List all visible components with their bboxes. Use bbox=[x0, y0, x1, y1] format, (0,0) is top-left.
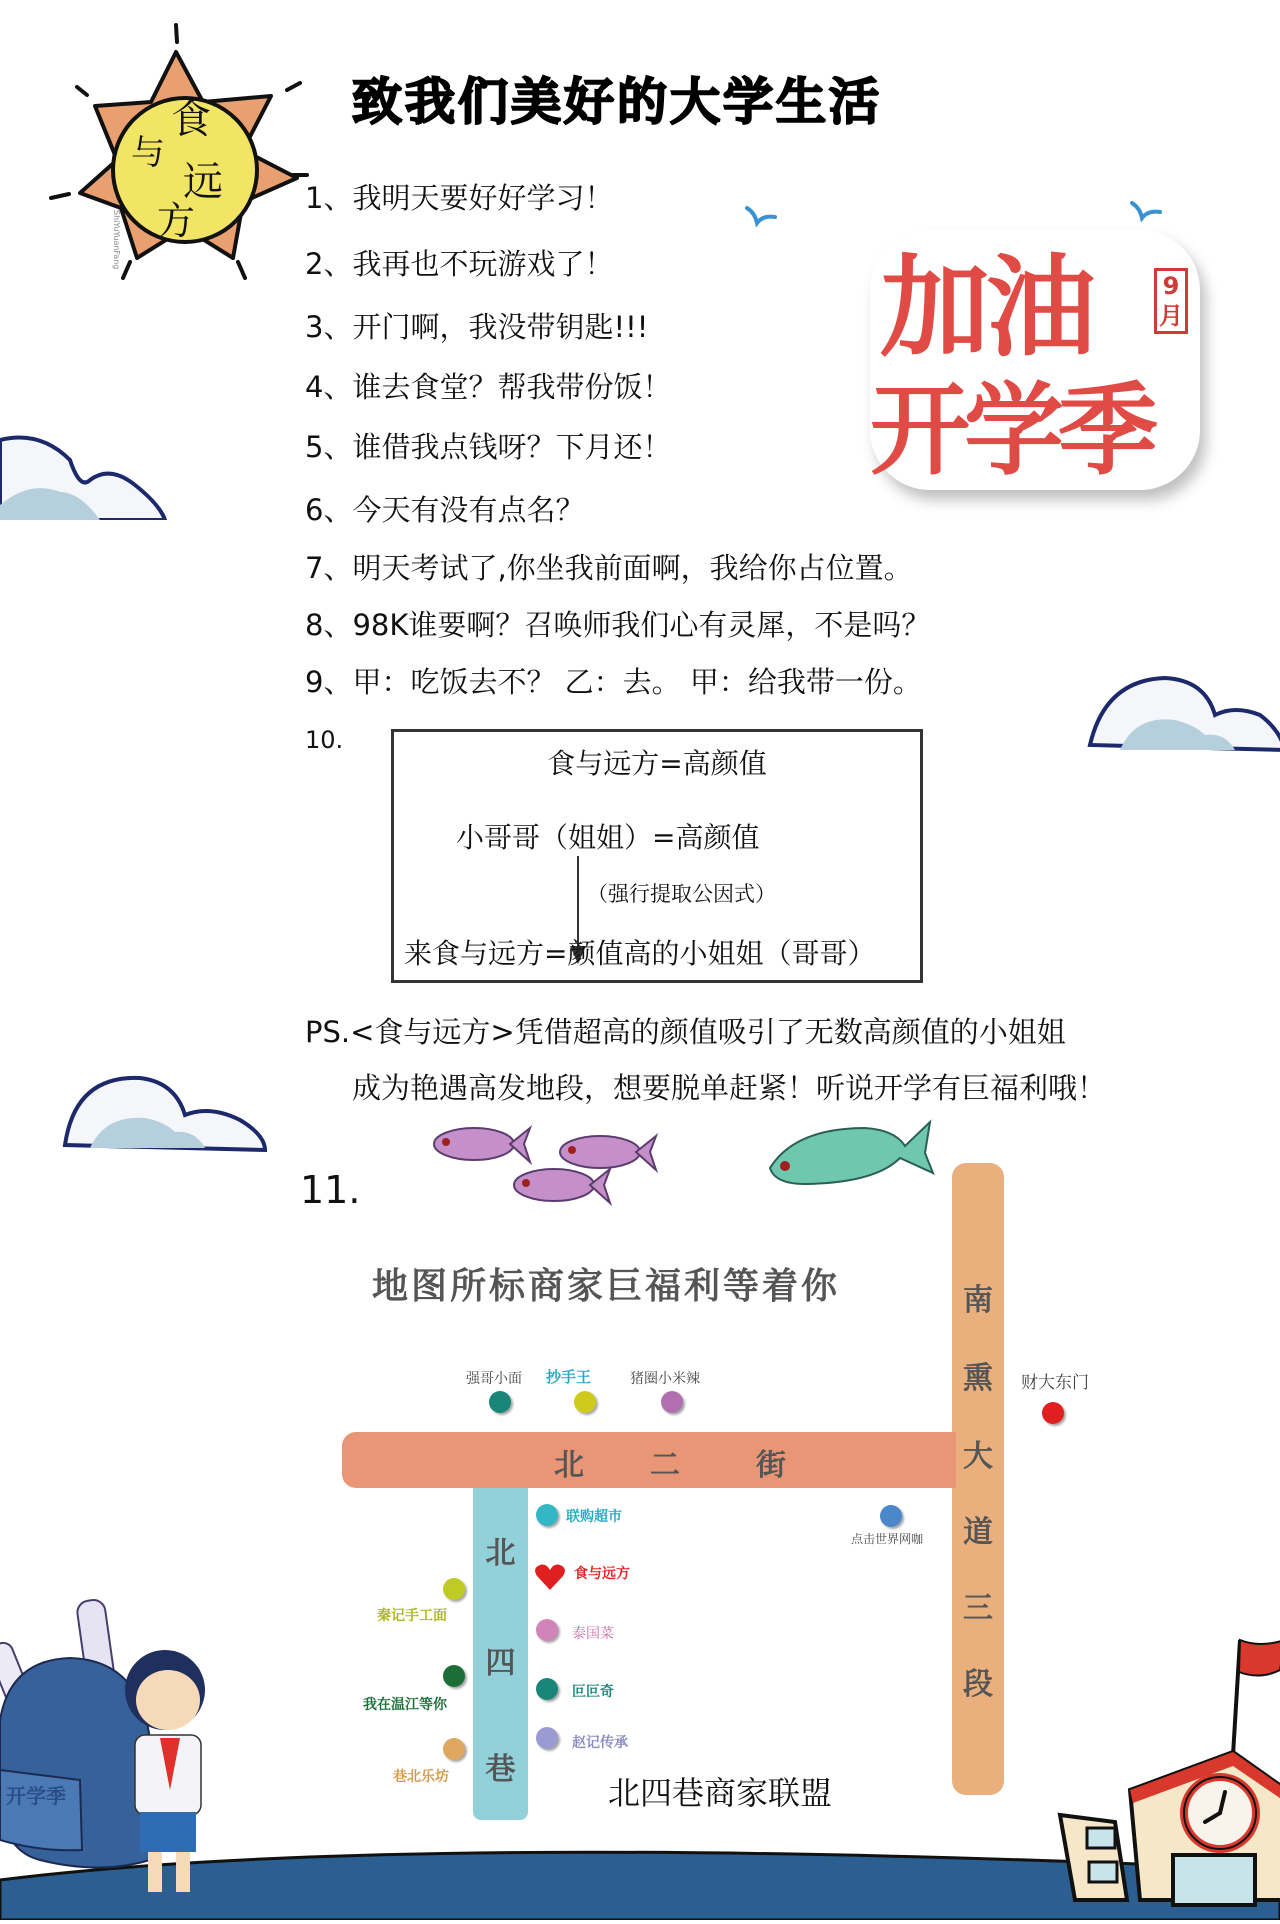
merchant-alliance-label: 北四巷商家联盟 bbox=[608, 1774, 833, 1812]
list-item: 3、开门啊，我没带钥匙!!! bbox=[305, 310, 649, 344]
school-building-illustration bbox=[1015, 1600, 1280, 1920]
formula-note: （强行提取公因式） bbox=[587, 882, 776, 906]
shop-label: 点击世界网咖 bbox=[851, 1532, 924, 1546]
shop-label: 赵记传承 bbox=[572, 1735, 628, 1751]
street-char: 道 bbox=[963, 1515, 993, 1550]
street-char: 北 bbox=[554, 1448, 584, 1483]
list-item: 1、我明天要好好学习！ bbox=[305, 181, 614, 215]
sun-logo bbox=[25, 10, 315, 280]
landmark-label: 财大东门 bbox=[1021, 1373, 1089, 1393]
ps-line-1: PS.<食与远方>凭借超高的颜值吸引了无数高颜值的小姐姐 bbox=[305, 1015, 1066, 1049]
item-11-number: 11. bbox=[300, 1168, 361, 1212]
shop-marker[interactable] bbox=[489, 1391, 511, 1413]
fish-icon bbox=[512, 1163, 612, 1212]
logo-char-yuan: 远 bbox=[183, 159, 223, 205]
backpack-text: 开学季 bbox=[6, 1784, 66, 1808]
formula-line-1: 食与远方=高颜值 bbox=[547, 747, 767, 780]
student-illustration bbox=[0, 1590, 240, 1910]
shop-label: 食与远方 bbox=[574, 1566, 630, 1582]
street-char: 三 bbox=[963, 1591, 993, 1626]
shop-marker[interactable] bbox=[536, 1678, 558, 1700]
landmark-marker[interactable] bbox=[1042, 1402, 1064, 1424]
cloud-icon bbox=[0, 420, 170, 524]
page-title: 致我们美好的大学生活 bbox=[352, 73, 882, 131]
formula-box bbox=[391, 729, 923, 983]
item-10-number: 10. bbox=[305, 726, 344, 754]
shop-marker[interactable] bbox=[536, 1727, 558, 1749]
list-item: 8、98K谁要啊？召唤师我们心有灵犀，不是吗？ bbox=[305, 608, 931, 642]
list-item: 4、谁去食堂？帮我带份饭！ bbox=[305, 370, 672, 404]
shop-label: 泰国菜 bbox=[572, 1626, 614, 1642]
badge-month: 9月 bbox=[1154, 268, 1188, 334]
heart-icon[interactable] bbox=[534, 1562, 566, 1596]
lane-char: 四 bbox=[485, 1646, 516, 1681]
list-item: 6、今天有没有点名？ bbox=[305, 493, 585, 527]
street-char: 南 bbox=[963, 1283, 993, 1318]
street-char: 二 bbox=[650, 1448, 680, 1483]
shop-label: 抄手王 bbox=[546, 1368, 592, 1386]
street-char: 大 bbox=[963, 1439, 993, 1474]
shop-label: 猪圈小米辣 bbox=[630, 1371, 700, 1387]
map-title: 地图所标商家巨福利等着你 bbox=[372, 1266, 841, 1307]
logo-char-fang: 方 bbox=[157, 199, 196, 243]
formula-line-2: 小哥哥（姐姐）=高颜值 bbox=[456, 821, 760, 854]
list-item: 7、明天考试了,你坐我前面啊，我给你占位置。 bbox=[305, 551, 913, 585]
fish-icon bbox=[765, 1118, 935, 1192]
bird-icon bbox=[745, 205, 779, 231]
shop-marker[interactable] bbox=[443, 1665, 465, 1687]
shop-label: 我在温江等你 bbox=[363, 1697, 447, 1713]
shop-marker[interactable] bbox=[880, 1505, 902, 1527]
shop-label: 叵叵奇 bbox=[572, 1684, 614, 1700]
street-beier bbox=[342, 1432, 956, 1488]
lane-char: 北 bbox=[485, 1536, 516, 1571]
lane-char: 巷 bbox=[485, 1752, 516, 1787]
shop-marker[interactable] bbox=[443, 1578, 465, 1600]
logo-subtitle: ShiYuYuanFang bbox=[112, 210, 121, 270]
street-char: 熏 bbox=[963, 1361, 993, 1396]
cloud-icon bbox=[60, 1060, 270, 1164]
shop-marker[interactable] bbox=[661, 1391, 683, 1413]
badge-line2: 开学季 bbox=[870, 372, 1152, 489]
lane-beisi bbox=[473, 1488, 528, 1820]
shop-marker[interactable] bbox=[443, 1738, 465, 1760]
ps-line-2: 成为艳遇高发地段，想要脱单赶紧！听说开学有巨福利哦！ bbox=[352, 1071, 1107, 1105]
formula-line-3: 来食与远方=颜值高的小姐姐（哥哥） bbox=[404, 937, 876, 970]
list-item: 5、谁借我点钱呀？下月还！ bbox=[305, 430, 672, 464]
list-item: 9、甲：吃饭去不？ 乙：去。 甲：给我带一份。 bbox=[305, 665, 922, 699]
shop-label: 联购超市 bbox=[566, 1509, 622, 1525]
logo-char-shi: 食 bbox=[171, 97, 211, 143]
back-to-school-badge bbox=[860, 220, 1210, 510]
street-char: 段 bbox=[963, 1667, 993, 1702]
shop-label: 秦记手工面 bbox=[377, 1608, 447, 1624]
shop-marker[interactable] bbox=[536, 1619, 558, 1641]
badge-line1: 加油 bbox=[880, 244, 1092, 372]
street-nanxun-avenue bbox=[952, 1163, 1004, 1795]
shop-label: 巷北乐坊 bbox=[393, 1769, 449, 1785]
shop-label: 强哥小面 bbox=[466, 1371, 522, 1387]
shop-marker[interactable] bbox=[536, 1504, 558, 1526]
cloud-icon bbox=[1085, 670, 1280, 774]
shop-marker[interactable] bbox=[574, 1391, 596, 1413]
list-item: 2、我再也不玩游戏了！ bbox=[305, 247, 614, 281]
street-char: 街 bbox=[756, 1448, 786, 1483]
logo-char-yu: 与 bbox=[131, 133, 165, 173]
